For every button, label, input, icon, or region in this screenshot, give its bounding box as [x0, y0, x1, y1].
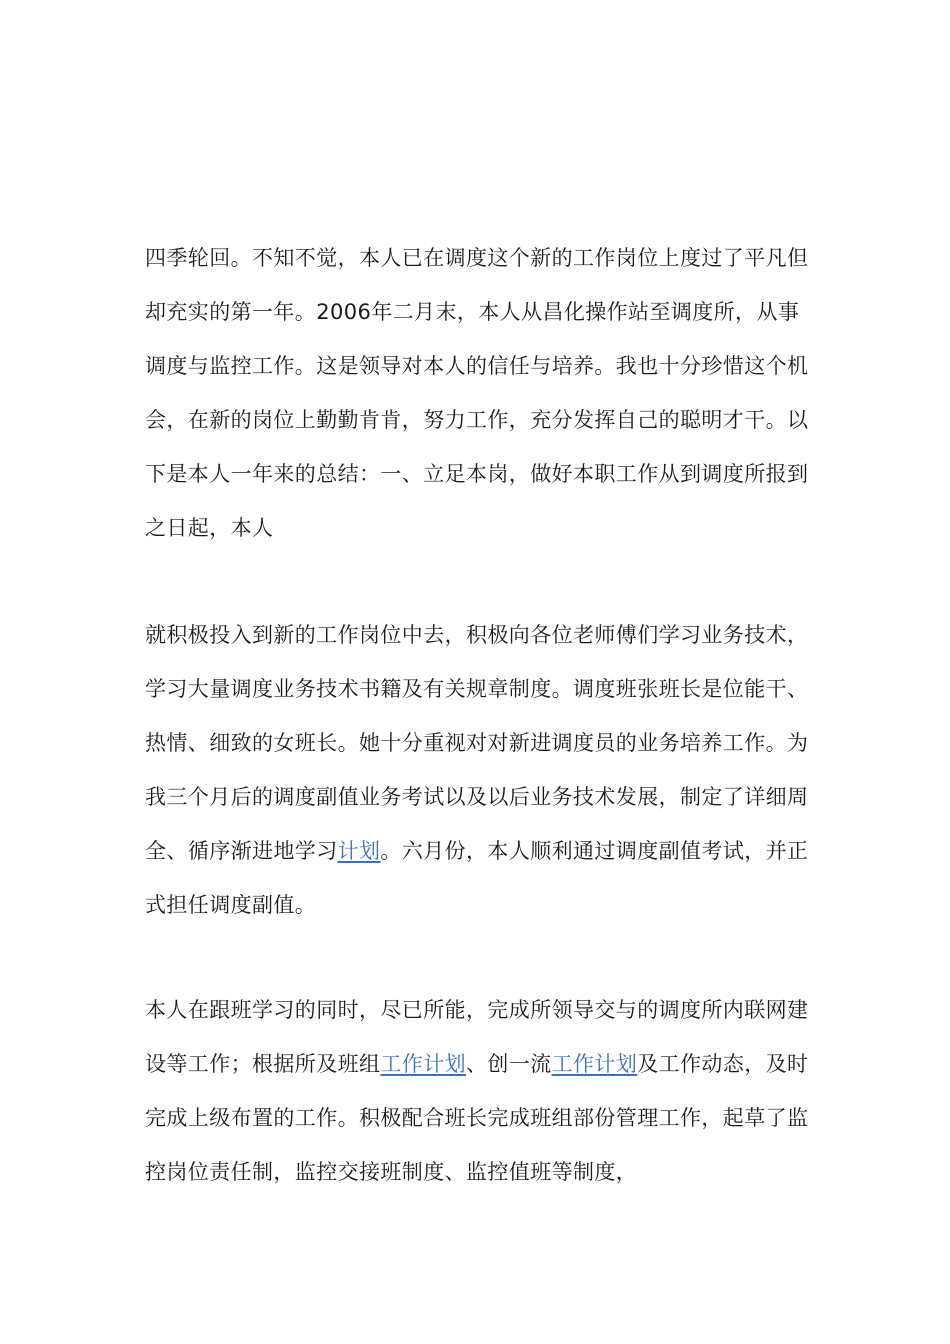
paragraph-3 [145, 983, 810, 1199]
paragraph-1-text: 四季轮回。不知不觉，本人已在调度这个新的工作岗位上度过了平凡但却充实的第一年。2006年二月末，本人从昌化操作站至调度所，从事调度与监控工作。这是领导对本人的信任与培养。我也十分珍惜这个机会，在新的岗位上勤勤肯肯，努力工作，充分发挥自己的聪明才干。以下是本人一年来的总结：一、立足本岗，做好本职工作从到调度所报到之日起，本人 [145, 246, 809, 540]
paragraph-2-text-a: 就积极投入到新的工作岗位中去，积极向各位老师傅们学习业务技术，学习大量调度业务技术书籍及有关规章制度。调度班张班长是位能干、热情、细致的女班长。她十分重视对对新进调度员的业务培养工作。为我三个月后的调度副值业务考试以及以后业务技术发展，制定了详细周全、循序渐进地学习 [145, 623, 809, 863]
link-work-plan-2[interactable]: 工作计划 [551, 1052, 638, 1076]
paragraph-3-text-c: 及工作动态，及时完成上级布置的工作。积极配合班长完成班组部份管理工作，起草了监控岗位责任制，监控交接班制度、监控值班等制度， [145, 1052, 809, 1184]
link-work-plan-1[interactable]: 工作计划 [380, 1052, 467, 1076]
paragraph-2 [145, 608, 810, 932]
paragraph-1 [145, 231, 810, 555]
paragraph-3-text-a: 本人在跟班学习的同时，尽已所能，完成所领导交与的调度所内联网建设等工作；根据所及班组 [145, 998, 809, 1076]
paragraph-2-text-b: 。六月份，本人顺利通过调度副值考试，并正式担任调度副值。 [145, 839, 809, 917]
paragraph-3-text-b: 、创一流 [466, 1052, 552, 1076]
link-plan[interactable]: 计划 [337, 839, 381, 863]
